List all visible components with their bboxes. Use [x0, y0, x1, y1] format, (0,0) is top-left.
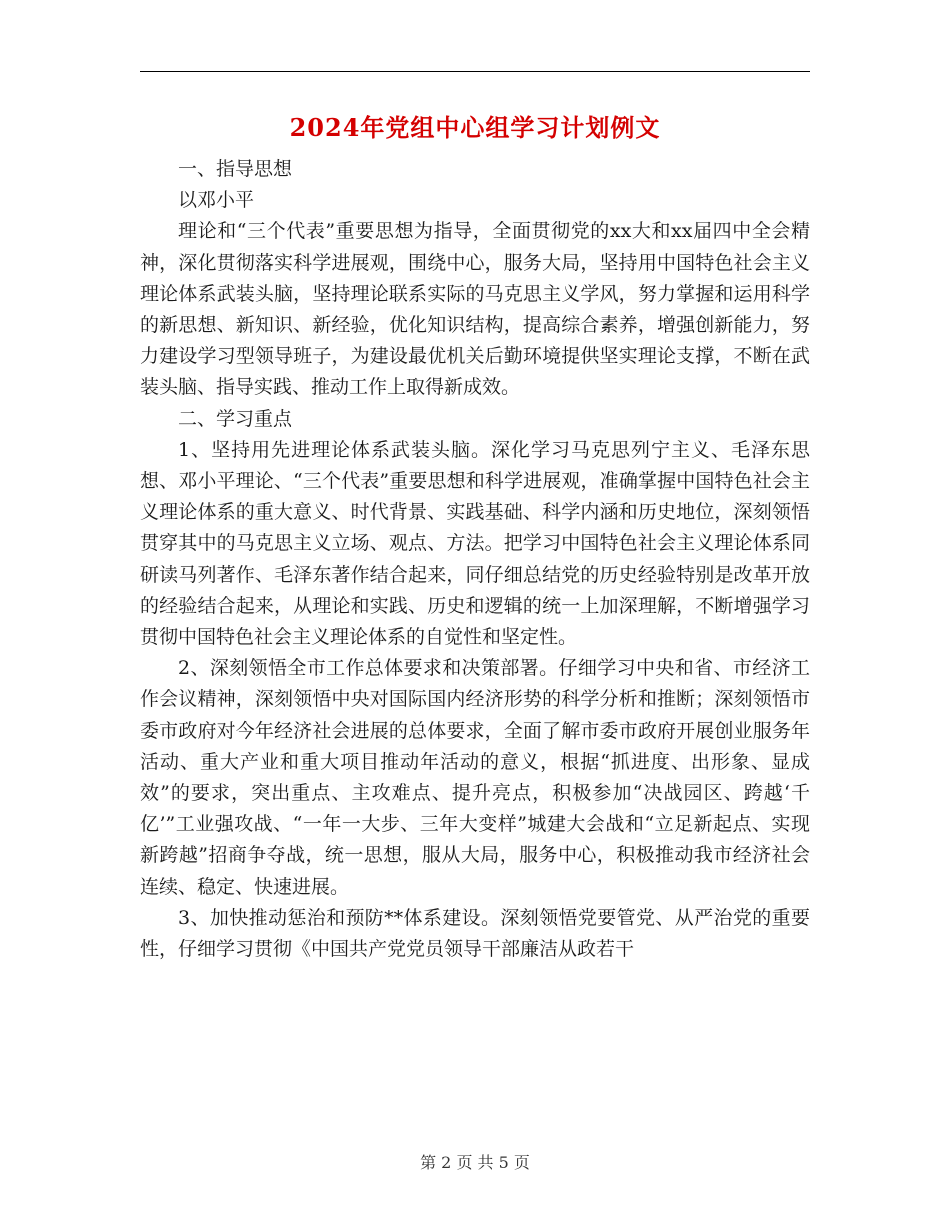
document-title: 2024年党组中心组学习计划例文	[289, 113, 661, 142]
paragraph-focus-1: 1、坚持用先进理论体系武装头脑。深化学习马克思列宁主义、毛泽东思想、邓小平理论、“三个代表”重要思想和科学进展观，准确掌握中国特色社会主义理论体系的重大意义、时代背景、实践基础、科学内涵和历史地位，深刻领悟贯穿其中的马克思主义立场、观点、方法。把学习中国特色社会主义理论体系同研读马列著作、毛泽东著作结合起来，同仔细总结党的历史经验特别是改革开放的经验结合起来，从理论和实践、历史和逻辑的统一上加深理解，不断增强学习贯彻中国特色社会主义理论体系的自觉性和坚定性。	[140, 438, 810, 649]
paragraph-focus-2: 2、深刻领悟全市工作总体要求和决策部署。仔细学习中央和省、市经济工作会议精神，深刻领悟中央对国际国内经济形势的科学分析和推断；深刻领悟市委市政府对今年经济社会进展的总体要求，全面了解市委市政府开展创业服务年活动、重大产业和重大项目推动年活动的意义，根据“抓进度、出形象、显成效”的要求，突出重点、主攻难点、提升亮点，积极参加“决战园区、跨越‘千亿’”工业强攻战、“一年一大步、三年大变样”城建大会战和“立足新起点、实现新跨越”招商争夺战，统一思想，服从大局，服务中心，积极推动我市经济社会连续、稳定、快速进展。	[140, 657, 810, 898]
document-body	[140, 154, 810, 965]
paragraph-deng-xiaoping: 以邓小平	[178, 189, 255, 212]
page-number: 第 2 页 共 5 页	[420, 1153, 530, 1172]
section-heading-study-focus: 二、学习重点	[178, 407, 293, 430]
paragraph-guiding-ideology-body: 理论和“三个代表”重要思想为指导，全面贯彻党的xx大和xx届四中全会精神，深化贯彻落实科学进展观，围绕中心，服务大局，坚持用中国特色社会主义理论体系武装头脑，坚持理论联系实际的马克思主义学风，努力掌握和运用科学的新思想、新知识、新经验，优化知识结构，提高综合素养，增强创新能力，努力建设学习型领导班子，为建设最优机关后勤环境提供坚实理论支撑，不断在武装头脑、指导实践、推动工作上取得新成效。	[140, 220, 810, 399]
header-rule	[140, 71, 810, 72]
section-heading-guiding-ideology: 一、指导思想	[178, 158, 293, 180]
paragraph-focus-3: 3、加快推动惩治和预防**体系建设。深刻领悟党要管党、从严治党的重要性，仔细学习贯彻《中国共产党党员领导干部廉洁从政若干	[140, 906, 810, 961]
